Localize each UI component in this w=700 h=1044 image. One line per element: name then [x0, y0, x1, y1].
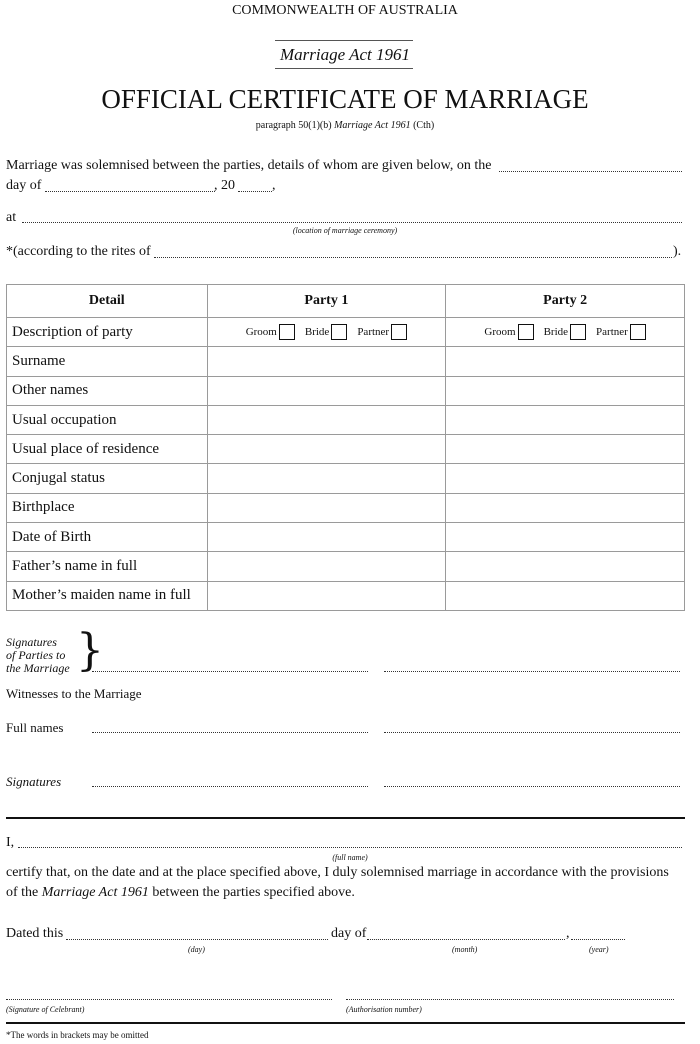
- paragraph-suffix: (Cth): [410, 120, 435, 131]
- footnote: *The words in brackets may be omitted: [6, 1030, 149, 1040]
- party-2-signature-field[interactable]: [384, 671, 680, 672]
- month-caption: (month): [452, 945, 478, 954]
- dated-day-of-label: day of: [331, 926, 367, 941]
- full-names-label: Full names: [6, 720, 64, 735]
- table-row: [7, 435, 685, 464]
- party-2-cell[interactable]: [446, 523, 685, 552]
- party-2-cell[interactable]: [446, 435, 685, 464]
- row-label: Description of party: [7, 318, 208, 347]
- header-detail: Detail: [7, 285, 208, 318]
- party-1-bride-checkbox[interactable]: [331, 324, 347, 340]
- rites-field[interactable]: [154, 257, 672, 258]
- witnesses-heading: Witnesses to the Marriage: [6, 686, 142, 701]
- dated-day-field[interactable]: [66, 939, 328, 940]
- year-field[interactable]: [238, 191, 272, 192]
- row-label: Usual occupation: [7, 405, 208, 434]
- certify-line-2-act: Marriage Act 1961: [41, 885, 149, 900]
- table-row: [7, 523, 685, 552]
- row-label: Father’s name in full: [7, 552, 208, 581]
- party-2-partner-checkbox[interactable]: [630, 324, 646, 340]
- table-row: [7, 347, 685, 376]
- act-rule-bottom: [275, 68, 413, 69]
- bride-label: Bride: [543, 326, 569, 339]
- witness-1-name-field[interactable]: [92, 732, 368, 733]
- rites-prefix: *(according to the rites of: [6, 244, 151, 259]
- signatures-parties-line-1: Signatures: [6, 635, 57, 649]
- celebrant-signature-field[interactable]: [6, 999, 332, 1000]
- year-prefix: , 20: [214, 178, 235, 193]
- party-2-groom-checkbox[interactable]: [518, 324, 534, 340]
- signatures-parties-line-3: the Marriage: [6, 661, 70, 675]
- i-label: I,: [6, 835, 15, 850]
- intro-line-1: Marriage was solemnised between the parties, details of whom are given below, on the: [6, 158, 492, 173]
- act-rule-top: [275, 40, 413, 41]
- row-label: Usual place of residence: [7, 435, 208, 464]
- certify-line-2-suffix: between the parties specified above.: [148, 885, 355, 900]
- party-1-cell[interactable]: [207, 581, 446, 610]
- party-1-cell[interactable]: [207, 376, 446, 405]
- party-1-cell[interactable]: [207, 523, 446, 552]
- dated-year-field[interactable]: [571, 939, 625, 940]
- party-2-cell[interactable]: [446, 581, 685, 610]
- table-row: [7, 464, 685, 493]
- full-name-caption: (full name): [332, 853, 368, 862]
- groom-label: Groom: [245, 326, 277, 339]
- celebrant-caption: (Signature of Celebrant): [6, 1005, 85, 1014]
- table-row: [7, 552, 685, 581]
- signatures-parties-line-2: of Parties to: [6, 648, 66, 662]
- witness-1-signature-field[interactable]: [92, 786, 368, 787]
- header-party-1: Party 1: [207, 285, 446, 318]
- certify-line-2-prefix: of the: [6, 885, 42, 900]
- party-1-cell[interactable]: [207, 552, 446, 581]
- party-2-cell[interactable]: [446, 464, 685, 493]
- certify-line-1: certify that, on the date and at the place specified above, I duly solemnised marriage in accordance with the provisions: [6, 865, 669, 880]
- partner-label: Partner: [596, 326, 628, 339]
- party-1-cell[interactable]: [207, 405, 446, 434]
- row-label: Birthplace: [7, 493, 208, 522]
- jurisdiction-heading: COMMONWEALTH OF AUSTRALIA: [232, 3, 458, 18]
- party-1-cell[interactable]: [207, 435, 446, 464]
- signatures-parties-label: [6, 636, 70, 675]
- party-2-description: [446, 318, 685, 347]
- party-1-cell[interactable]: [207, 464, 446, 493]
- day-caption: (day): [188, 945, 205, 954]
- party-2-cell[interactable]: [446, 493, 685, 522]
- bride-label: Bride: [304, 326, 330, 339]
- row-label: Date of Birth: [7, 523, 208, 552]
- at-label: at: [6, 210, 17, 225]
- header-party-2: Party 2: [446, 285, 685, 318]
- paragraph-prefix: paragraph 50(1)(b): [255, 120, 335, 131]
- groom-label: Groom: [484, 326, 516, 339]
- table-header-row: [7, 285, 685, 318]
- party-2-bride-checkbox[interactable]: [570, 324, 586, 340]
- day-of-label: day of: [6, 178, 42, 193]
- footer-divider: [6, 1022, 685, 1024]
- party-details-table: [6, 284, 685, 611]
- table-row: [7, 318, 685, 347]
- dated-this-label: Dated this: [6, 926, 64, 941]
- row-label: Other names: [7, 376, 208, 405]
- witness-2-signature-field[interactable]: [384, 786, 680, 787]
- authorisation-number-field[interactable]: [346, 999, 674, 1000]
- dated-comma: ,: [566, 926, 570, 941]
- party-1-cell[interactable]: [207, 493, 446, 522]
- partner-label: Partner: [357, 326, 390, 339]
- table-row: [7, 581, 685, 610]
- rites-suffix: ).: [673, 244, 682, 259]
- brace: }: [76, 625, 104, 676]
- dated-month-field[interactable]: [367, 939, 565, 940]
- row-label: Surname: [7, 347, 208, 376]
- witness-signatures-label: Signatures: [6, 774, 62, 789]
- year-suffix: ,: [272, 178, 276, 193]
- section-divider: [6, 817, 685, 819]
- paragraph-act: Marriage Act 1961: [334, 120, 411, 131]
- table-row: [7, 493, 685, 522]
- authorisation-caption: (Authorisation number): [346, 1005, 422, 1014]
- party-1-groom-checkbox[interactable]: [279, 324, 295, 340]
- party-2-cell[interactable]: [446, 347, 685, 376]
- party-1-cell[interactable]: [207, 347, 446, 376]
- month-field[interactable]: [45, 191, 215, 192]
- table-row: [7, 405, 685, 434]
- row-label: Mother’s maiden name in full: [7, 581, 208, 610]
- year-caption: (year): [589, 945, 609, 954]
- party-2-cell[interactable]: [446, 376, 685, 405]
- certificate-title: OFFICIAL CERTIFICATE OF MARRIAGE: [101, 84, 589, 114]
- party-2-cell[interactable]: [446, 552, 685, 581]
- location-field[interactable]: [22, 222, 682, 223]
- certify-line-2: [6, 885, 355, 901]
- act-name: Marriage Act 1961: [279, 45, 410, 64]
- date-field[interactable]: [499, 171, 682, 172]
- party-1-signature-field[interactable]: [92, 671, 368, 672]
- location-caption: (location of marriage ceremony): [292, 226, 398, 235]
- celebrant-name-field[interactable]: [18, 847, 682, 848]
- party-1-partner-checkbox[interactable]: [391, 324, 407, 340]
- table-row: [7, 376, 685, 405]
- witness-2-name-field[interactable]: [384, 732, 680, 733]
- party-2-cell[interactable]: [446, 405, 685, 434]
- legislation-reference: [0, 120, 690, 131]
- row-label: Conjugal status: [7, 464, 208, 493]
- party-1-description: [207, 318, 446, 347]
